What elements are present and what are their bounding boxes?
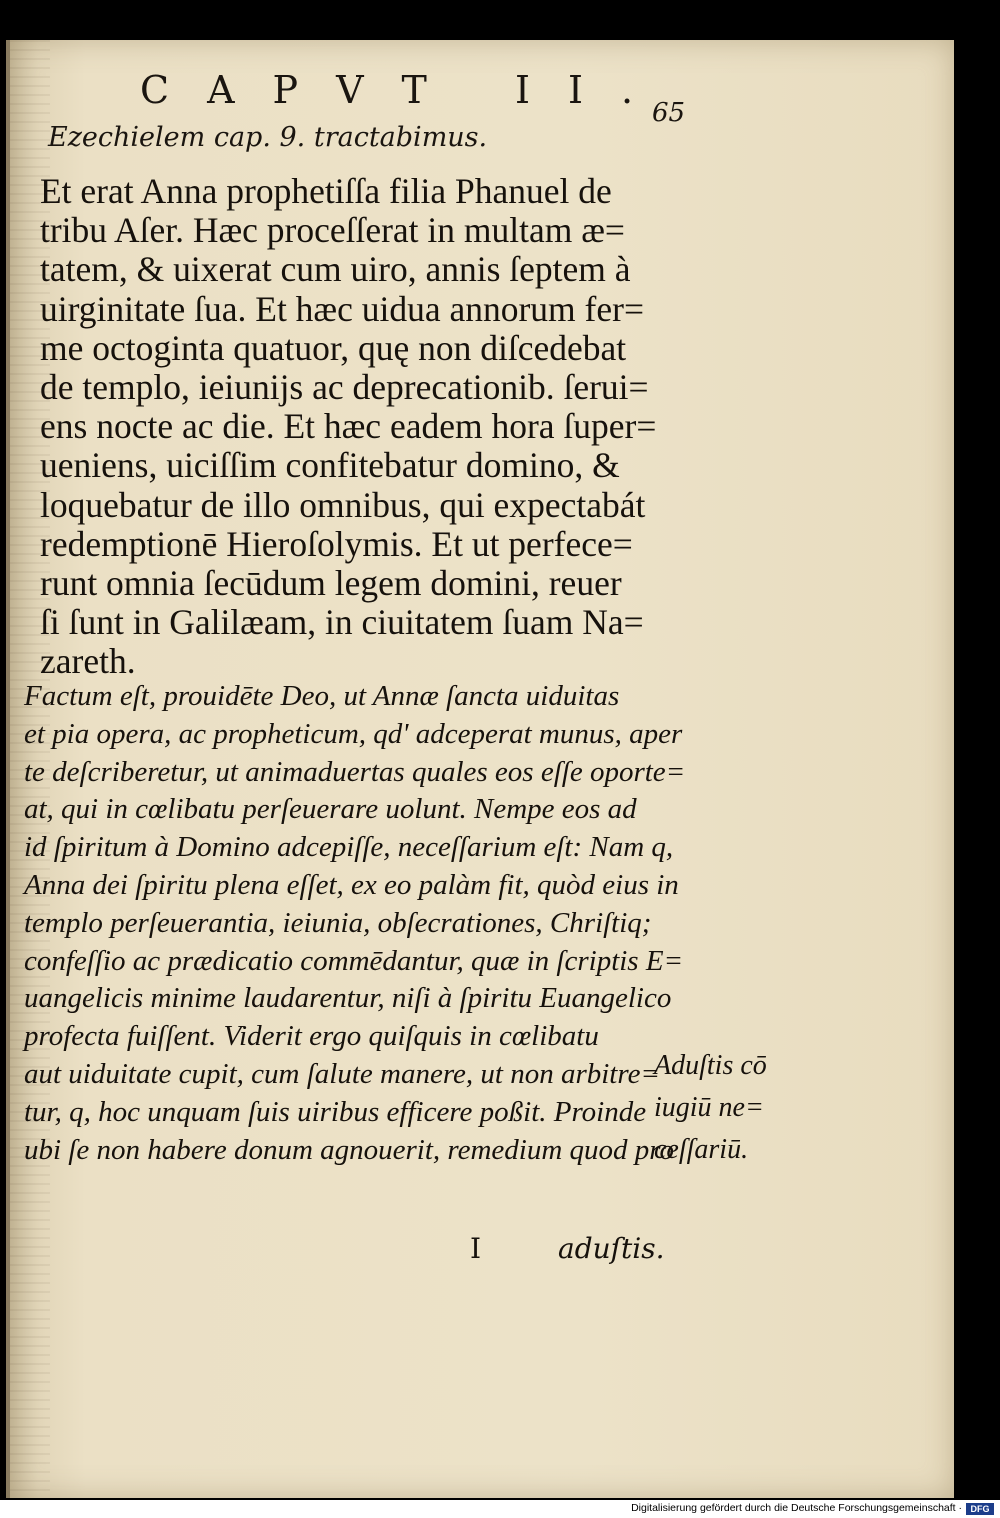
main-text-line: tatem, & uixerat cum uiro, annis ſeptem à <box>40 249 631 290</box>
main-text-line: ens nocte ac die. Et hæc eadem hora ſuper= <box>40 406 657 447</box>
commentary-line: tur, q, hoc unquam ſuis uiribus efficere poßit. Proinde <box>24 1095 647 1128</box>
commentary-line: aut uiduitate cupit, cum ſalute manere, ut non arbitre= <box>24 1057 661 1090</box>
commentary-line: confeſſio ac prædicatio commēdantur, quæ in ſcriptis E= <box>24 944 684 977</box>
main-text-line: ueniens, uiciſſim confitebatur domino, & <box>40 445 620 486</box>
commentary-block <box>24 678 686 1169</box>
commentary-line: uangelicis minime laudarentur, niſi à ſpiritu Euangelico <box>24 982 672 1015</box>
main-text-line: de templo, ieiunijs ac deprecationib. ſerui= <box>40 367 649 408</box>
folio-number: 65 <box>652 98 686 128</box>
margin-note-line: iugiū ne= <box>654 1092 764 1123</box>
running-head: CAPVT II. <box>140 68 672 112</box>
commentary-line: profecta fuiſſent. Viderit ergo quiſquis in cœlibatu <box>24 1020 599 1053</box>
commentary-line: Anna dei ſpiritu plena eſſet, ex eo palàm fit, quòd eius in <box>24 868 679 901</box>
main-text-line: me octoginta quatuor, quę non diſcedebat <box>40 327 627 368</box>
commentary-line: at, qui in cœlibatu perſeuerare uolunt. Nempe eos ad <box>24 793 637 826</box>
commentary-line: ubi ſe non habere donum agnouerit, remedium quod pro <box>24 1133 675 1166</box>
main-text-line: tribu Aſer. Hæc proceſſerat in multam æ= <box>40 210 625 251</box>
top-catchline: Ezechielem cap. 9. tractabimus. <box>48 122 488 153</box>
commentary-line: et pia opera, ac propheticum, qd' adceperat munus, aper <box>24 717 683 750</box>
commentary-line: templo perſeuerantia, ieiunia, obſecrationes, Chriſtiq; <box>24 906 652 939</box>
margin-note-line: Aduſtis cō <box>654 1050 767 1081</box>
main-text-line: ſi ſunt in Galilæam, in ciuitatem ſuam Na= <box>40 602 644 643</box>
commentary-line: id ſpiritum à Domino adcepiſſe, neceſſarium eſt: Nam q, <box>24 831 674 864</box>
margin-note-line: ceſſariū. <box>654 1134 749 1165</box>
main-text-line: zareth. <box>40 641 136 682</box>
footer-credit: Digitalisierung gefördert durch die Deutsche Forschungsgemeinschaft · <box>631 1502 962 1514</box>
main-text-line: uirginitate ſua. Et hæc uidua annorum fer= <box>40 288 644 329</box>
main-text-line: runt omnia ſecūdum legem domini, reuer <box>40 563 622 604</box>
commentary-line: Factum eſt, prouidēte Deo, ut Annæ ſancta uiduitas <box>24 680 620 712</box>
commentary-line: te deſcriberetur, ut animaduertas quales eos eſſe oporte= <box>24 755 686 788</box>
catchword: aduſtis. <box>558 1232 665 1265</box>
dfg-logo: DFG <box>966 1503 994 1515</box>
main-text-block <box>40 172 680 682</box>
main-text-line: Et erat Anna prophetiſſa filia Phanuel de <box>40 171 612 211</box>
main-text-line: redemptionē Hieroſolymis. Et ut perfece= <box>40 523 633 564</box>
main-text-line: loquebatur de illo omnibus, qui expectabát <box>40 484 646 525</box>
margin-note <box>654 1045 774 1171</box>
signature-mark: I <box>470 1232 482 1265</box>
